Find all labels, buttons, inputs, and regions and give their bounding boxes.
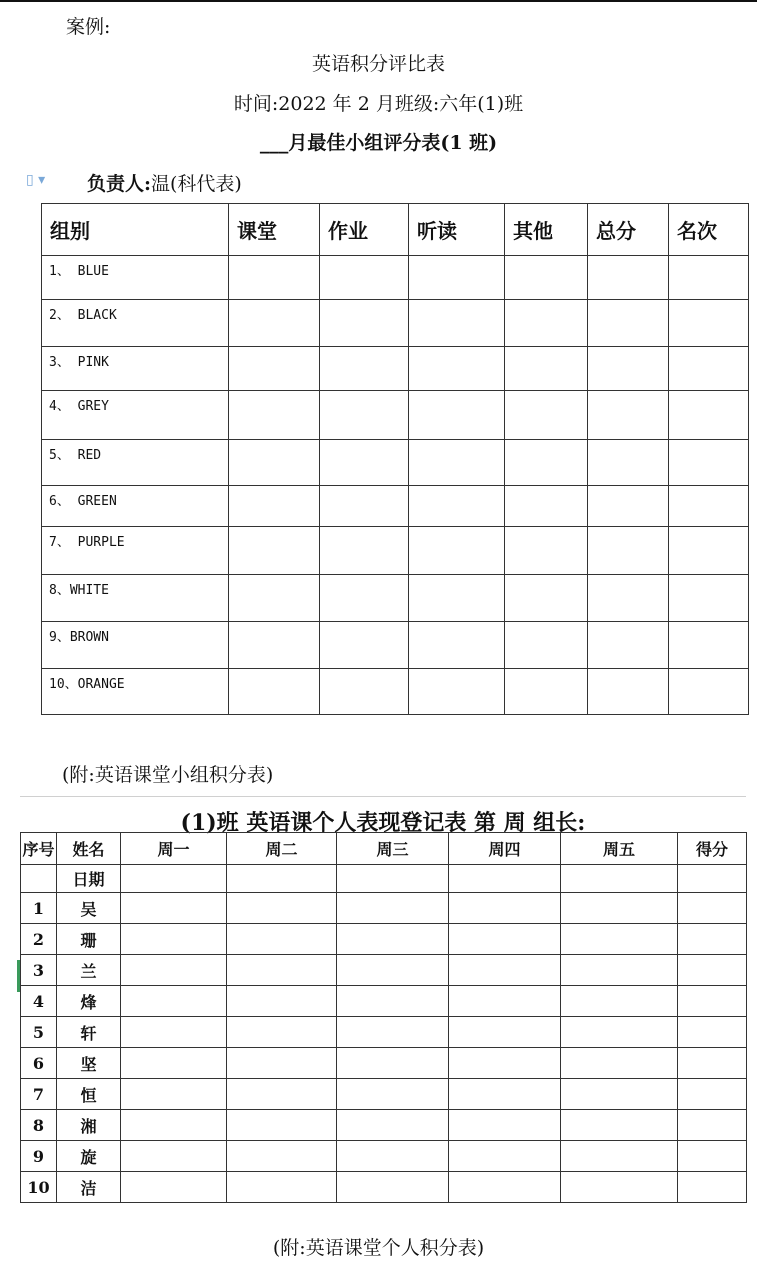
record-cell[interactable]: [337, 1017, 449, 1048]
table-row: [21, 1048, 747, 1079]
record-cell[interactable]: [678, 986, 747, 1017]
record-cell[interactable]: [337, 955, 449, 986]
row-number: 2: [21, 924, 57, 955]
table-row: [42, 527, 749, 575]
record-cell[interactable]: [678, 955, 747, 986]
score-cell[interactable]: [320, 347, 409, 391]
record-cell[interactable]: [561, 955, 678, 986]
student-name: 吴: [57, 893, 121, 924]
header-other: 其他: [505, 204, 588, 256]
header-total: 总分: [588, 204, 669, 256]
group-name: 4、 GREY: [49, 399, 109, 414]
score-cell[interactable]: [409, 575, 505, 622]
table-row: [21, 986, 747, 1017]
student-name: 兰: [57, 955, 121, 986]
score-cell[interactable]: [505, 300, 588, 347]
table-row: [21, 1017, 747, 1048]
record-cell[interactable]: [449, 1141, 561, 1172]
record-cell[interactable]: [449, 1048, 561, 1079]
row-number: 9: [21, 1141, 57, 1172]
record-cell[interactable]: [337, 1110, 449, 1141]
score-cell[interactable]: [409, 300, 505, 347]
record-cell[interactable]: [561, 1048, 678, 1079]
header-tue: 周二: [227, 833, 337, 865]
table-row: [42, 669, 749, 715]
table-row: [42, 486, 749, 527]
student-name: 烽: [57, 986, 121, 1017]
row-number: 8: [21, 1110, 57, 1141]
score-cell[interactable]: [505, 527, 588, 575]
score-cell[interactable]: [669, 391, 749, 440]
group-name: 10、ORANGE: [49, 677, 125, 692]
group-table-title: ___月最佳小组评分表(1 班): [259, 132, 498, 154]
row-number: 1: [21, 893, 57, 924]
score-cell[interactable]: [229, 527, 320, 575]
record-cell[interactable]: [121, 1079, 227, 1110]
group-name: 8、WHITE: [49, 583, 109, 598]
table-row: [21, 1172, 747, 1203]
score-cell[interactable]: [588, 391, 669, 440]
score-cell[interactable]: [409, 440, 505, 486]
score-cell[interactable]: [409, 622, 505, 669]
score-cell[interactable]: [229, 486, 320, 527]
table-row: [42, 575, 749, 622]
table-row: [42, 256, 749, 300]
student-name: 湘: [57, 1110, 121, 1141]
score-cell[interactable]: [320, 575, 409, 622]
score-cell[interactable]: [229, 669, 320, 715]
score-cell[interactable]: [588, 300, 669, 347]
score-cell[interactable]: [409, 256, 505, 300]
field-marker-icon: ▯ ▾: [26, 172, 46, 188]
score-cell[interactable]: [669, 347, 749, 391]
record-cell[interactable]: [449, 924, 561, 955]
weekly-record-table: [20, 832, 747, 1203]
group-score-table: [41, 203, 749, 715]
week-table-title: (1)班 英语课个人表现登记表 第 周 组长:: [180, 810, 586, 836]
record-cell[interactable]: [337, 893, 449, 924]
record-cell[interactable]: [561, 1141, 678, 1172]
record-cell[interactable]: [449, 986, 561, 1017]
table-row: [42, 622, 749, 669]
record-cell[interactable]: [561, 1110, 678, 1141]
responsible-value: 温(科代表): [151, 173, 242, 195]
score-cell[interactable]: [320, 300, 409, 347]
record-cell[interactable]: [449, 1172, 561, 1203]
score-cell[interactable]: [669, 256, 749, 300]
record-cell[interactable]: [227, 1172, 337, 1203]
record-cell[interactable]: [561, 1017, 678, 1048]
record-cell[interactable]: [678, 924, 747, 955]
record-cell[interactable]: [121, 1141, 227, 1172]
record-cell[interactable]: [227, 924, 337, 955]
group-name: 2、 BLACK: [49, 308, 117, 323]
group-name: 5、 RED: [49, 448, 102, 463]
record-cell[interactable]: [337, 1048, 449, 1079]
record-cell[interactable]: [678, 1079, 747, 1110]
header-rank: 名次: [669, 204, 749, 256]
score-cell[interactable]: [229, 300, 320, 347]
score-cell[interactable]: [505, 575, 588, 622]
date-row: [21, 865, 747, 893]
group-name: 3、 PINK: [49, 355, 109, 370]
group-name: 1、 BLUE: [49, 264, 109, 279]
group-name: 6、 GREEN: [49, 494, 117, 509]
record-cell[interactable]: [561, 924, 678, 955]
record-cell[interactable]: [337, 924, 449, 955]
header-listening: 听读: [409, 204, 505, 256]
score-cell[interactable]: [588, 256, 669, 300]
group-table-header: [42, 204, 749, 256]
header-seq: 序号: [21, 833, 57, 865]
date-label: 日期: [57, 865, 121, 893]
responsible-label: 负责人:: [87, 173, 152, 195]
record-cell[interactable]: [678, 1141, 747, 1172]
record-cell[interactable]: [561, 1079, 678, 1110]
doc-title: 英语积分评比表: [311, 53, 445, 75]
record-cell[interactable]: [121, 1172, 227, 1203]
table-row: [21, 955, 747, 986]
score-cell[interactable]: [669, 486, 749, 527]
score-cell[interactable]: [320, 440, 409, 486]
record-cell[interactable]: [678, 1172, 747, 1203]
score-cell[interactable]: [320, 527, 409, 575]
table-row: [42, 300, 749, 347]
record-cell[interactable]: [561, 1172, 678, 1203]
score-cell[interactable]: [505, 486, 588, 527]
table-row: [21, 1079, 747, 1110]
date-cell[interactable]: [561, 865, 678, 893]
record-cell[interactable]: [121, 1110, 227, 1141]
score-cell[interactable]: [505, 622, 588, 669]
date-cell[interactable]: [449, 865, 561, 893]
header-wed: 周三: [337, 833, 449, 865]
header-class: 课堂: [229, 204, 320, 256]
score-cell[interactable]: [669, 300, 749, 347]
record-cell[interactable]: [337, 1079, 449, 1110]
score-cell[interactable]: [588, 486, 669, 527]
score-cell[interactable]: [588, 575, 669, 622]
record-cell[interactable]: [449, 1017, 561, 1048]
row-number: 10: [21, 1172, 57, 1203]
score-cell[interactable]: [409, 347, 505, 391]
row-number: 6: [21, 1048, 57, 1079]
student-name: 洁: [57, 1172, 121, 1203]
record-cell[interactable]: [227, 1079, 337, 1110]
record-cell[interactable]: [449, 893, 561, 924]
record-cell[interactable]: [121, 955, 227, 986]
header-mon: 周一: [121, 833, 227, 865]
score-cell[interactable]: [669, 440, 749, 486]
group-name: 9、BROWN: [49, 630, 109, 645]
record-cell[interactable]: [337, 986, 449, 1017]
student-name: 恒: [57, 1079, 121, 1110]
header-group: 组别: [42, 204, 229, 256]
score-cell[interactable]: [505, 391, 588, 440]
score-cell[interactable]: [669, 669, 749, 715]
doc-subtitle: 时间:2022 年 2 月班级:六年(1)班: [233, 93, 524, 115]
score-cell[interactable]: [669, 575, 749, 622]
table-row: [42, 440, 749, 486]
score-cell[interactable]: [669, 622, 749, 669]
record-cell[interactable]: [121, 986, 227, 1017]
record-cell[interactable]: [227, 1048, 337, 1079]
record-cell[interactable]: [561, 893, 678, 924]
row-number: 5: [21, 1017, 57, 1048]
record-cell[interactable]: [678, 893, 747, 924]
score-cell[interactable]: [320, 256, 409, 300]
score-cell[interactable]: [588, 440, 669, 486]
score-cell[interactable]: [505, 440, 588, 486]
score-cell[interactable]: [320, 669, 409, 715]
table-row: [42, 347, 749, 391]
case-label: 案例:: [66, 16, 111, 38]
record-cell[interactable]: [678, 1017, 747, 1048]
empty-cell: [21, 865, 57, 893]
record-cell[interactable]: [121, 1048, 227, 1079]
score-cell[interactable]: [229, 347, 320, 391]
header-fri: 周五: [561, 833, 678, 865]
group-table-caption: (附:英语课堂小组积分表): [62, 764, 274, 786]
student-name: 旋: [57, 1141, 121, 1172]
record-cell[interactable]: [121, 1017, 227, 1048]
date-cell[interactable]: [678, 865, 747, 893]
record-cell[interactable]: [678, 1048, 747, 1079]
score-cell[interactable]: [229, 575, 320, 622]
score-cell[interactable]: [229, 622, 320, 669]
date-cell[interactable]: [121, 865, 227, 893]
score-cell[interactable]: [588, 527, 669, 575]
record-cell[interactable]: [449, 1079, 561, 1110]
record-cell[interactable]: [227, 1110, 337, 1141]
score-cell[interactable]: [229, 256, 320, 300]
table-row: [21, 1141, 747, 1172]
score-cell[interactable]: [320, 622, 409, 669]
score-cell[interactable]: [588, 347, 669, 391]
score-cell[interactable]: [320, 486, 409, 527]
sheet-gridline: [20, 796, 746, 797]
student-name: 珊: [57, 924, 121, 955]
record-cell[interactable]: [121, 924, 227, 955]
record-cell[interactable]: [227, 893, 337, 924]
record-cell[interactable]: [227, 1017, 337, 1048]
table-row: [42, 391, 749, 440]
score-cell[interactable]: [505, 256, 588, 300]
table-row: [21, 893, 747, 924]
score-cell[interactable]: [229, 391, 320, 440]
record-cell[interactable]: [121, 893, 227, 924]
header-name: 姓名: [57, 833, 121, 865]
record-cell[interactable]: [337, 1172, 449, 1203]
student-name: 坚: [57, 1048, 121, 1079]
score-cell[interactable]: [409, 391, 505, 440]
week-table-header: [21, 833, 747, 865]
score-cell[interactable]: [409, 669, 505, 715]
row-number: 4: [21, 986, 57, 1017]
score-cell[interactable]: [505, 347, 588, 391]
record-cell[interactable]: [678, 1110, 747, 1141]
score-cell[interactable]: [588, 622, 669, 669]
record-cell[interactable]: [449, 955, 561, 986]
date-cell[interactable]: [337, 865, 449, 893]
record-cell[interactable]: [449, 1110, 561, 1141]
top-rule: [0, 0, 757, 2]
group-name: 7、 PURPLE: [49, 535, 125, 550]
responsible-line: [87, 169, 242, 196]
score-cell[interactable]: [588, 669, 669, 715]
record-cell[interactable]: [227, 986, 337, 1017]
header-thu: 周四: [449, 833, 561, 865]
record-cell[interactable]: [227, 1141, 337, 1172]
score-cell[interactable]: [669, 527, 749, 575]
table-row: [21, 924, 747, 955]
score-cell[interactable]: [409, 527, 505, 575]
score-cell[interactable]: [229, 440, 320, 486]
student-name: 轩: [57, 1017, 121, 1048]
header-score: 得分: [678, 833, 747, 865]
score-cell[interactable]: [320, 391, 409, 440]
row-number: 3: [21, 955, 57, 986]
record-cell[interactable]: [227, 955, 337, 986]
week-table-caption: (附:英语课堂个人积分表): [272, 1237, 485, 1259]
record-cell[interactable]: [561, 986, 678, 1017]
score-cell[interactable]: [409, 486, 505, 527]
table-row: [21, 1110, 747, 1141]
header-homework: 作业: [320, 204, 409, 256]
record-cell[interactable]: [337, 1141, 449, 1172]
score-cell[interactable]: [505, 669, 588, 715]
row-number: 7: [21, 1079, 57, 1110]
date-cell[interactable]: [227, 865, 337, 893]
